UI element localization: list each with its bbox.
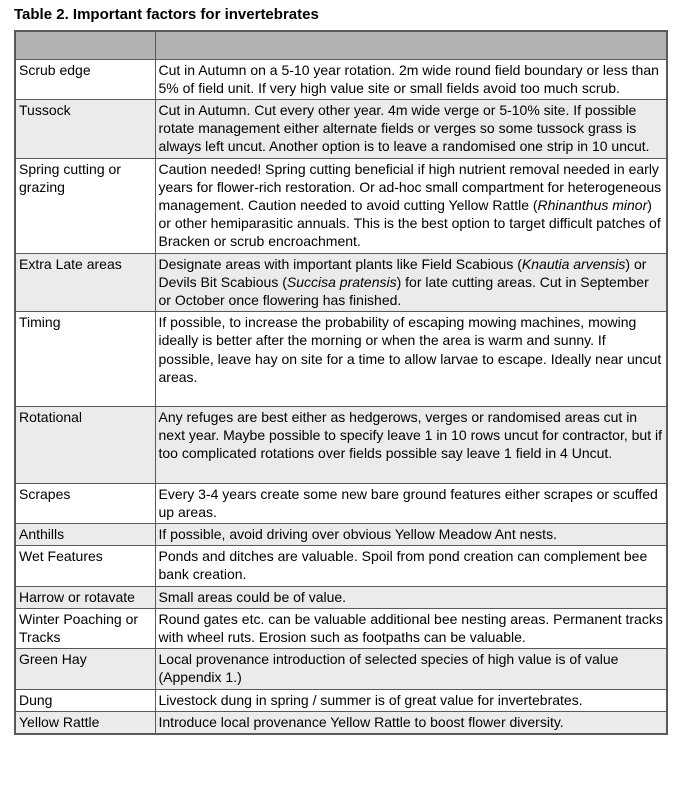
table-row	[15, 586, 667, 608]
table-row	[15, 59, 667, 99]
description-text: Ponds and ditches are valuable. Spoil from pond creation can complement bee bank creation.	[158, 548, 648, 583]
table-row	[15, 253, 667, 312]
table-row	[15, 158, 667, 253]
description-text: Caution needed! Spring cutting beneficial if high nutrient removal needed in early years for flower-rich restoration. Or ad-hoc small compartment for heterogeneous management. Caution needed to avoid cutting Yellow Rattle (	[158, 160, 662, 213]
description-cell	[155, 99, 667, 158]
factor-cell: Anthills	[15, 523, 155, 545]
factor-cell: Green Hay	[15, 649, 155, 689]
description-text: ) or Devils Bit Scabious (	[158, 255, 647, 290]
factor-cell: Scrapes	[15, 483, 155, 523]
description-cell	[155, 711, 667, 734]
table-row	[15, 546, 667, 586]
factor-cell: Harrow or rotavate	[15, 586, 155, 608]
header-cell-description	[155, 31, 667, 59]
description-cell	[155, 608, 667, 648]
description-cell	[155, 483, 667, 523]
table-row	[15, 689, 667, 711]
description-cell	[155, 586, 667, 608]
table-row	[15, 99, 667, 158]
description-text: Any refuges are best either as hedgerows, verges or randomised areas cut in next year. Maybe possible to specify leave 1 in 10 rows uncut for contractor, but if too complicated rotations over fields possible say leave 1 field in 4 Uncut.	[158, 408, 662, 462]
description-text: ) or other hemiparasitic annuals. This is the best option to target difficult patches of Bracken or scrub encroachment.	[158, 196, 661, 250]
description-text: ) for late cutting areas. Cut in September or October once flowering has finished.	[158, 273, 649, 308]
factor-cell: Yellow Rattle	[15, 711, 155, 734]
description-text: Cut in Autumn. Cut every other year. 4m wide verge or 5-10% site. If possible rotate management either alternate fields or verges so some tussock grass is always left uncut. Another option is to leave a randomised one strip in 10 uncut.	[158, 101, 650, 155]
description-text: If possible, to increase the probability of escaping mowing machines, mowing ideally is better after the morning or when the area is warm and sunny. If possible, leave hay on site for a time to allow larvae to escape. Ideally near uncut areas.	[158, 314, 662, 385]
description-cell	[155, 158, 667, 253]
factor-cell: Tussock	[15, 99, 155, 158]
factor-cell: Timing	[15, 312, 155, 407]
table-title: Table 2. Important factors for invertebrates	[14, 6, 319, 23]
factor-cell: Extra Late areas	[15, 253, 155, 312]
description-cell	[155, 689, 667, 711]
factor-cell: Wet Features	[15, 546, 155, 586]
factor-cell: Winter Poaching or Tracks	[15, 608, 155, 648]
species-name: Rhinanthus minor	[537, 196, 648, 213]
description-text: Livestock dung in spring / summer is of great value for invertebrates.	[158, 691, 583, 708]
table-row	[15, 523, 667, 545]
table-body	[15, 59, 667, 734]
description-text: Introduce local provenance Yellow Rattle to boost flower diversity.	[158, 713, 564, 730]
description-cell	[155, 253, 667, 312]
description-cell	[155, 523, 667, 545]
table-row	[15, 649, 667, 689]
table-row	[15, 608, 667, 648]
description-cell	[155, 546, 667, 586]
description-text: Cut in Autumn on a 5-10 year rotation. 2m wide round field boundary or less than 5% of field unit. If very high value site or small fields avoid too much scrub.	[158, 61, 659, 96]
description-text: Round gates etc. can be valuable additional bee nesting areas. Permanent tracks with wheel ruts. Erosion such as footpaths can be valuable.	[158, 610, 663, 645]
description-text: Designate areas with important plants like Field Scabious (	[158, 255, 522, 272]
factors-table	[14, 30, 668, 735]
table-row	[15, 406, 667, 483]
description-text: If possible, avoid driving over obvious Yellow Meadow Ant nests.	[158, 525, 557, 542]
description-text: Small areas could be of value.	[158, 588, 347, 605]
description-cell	[155, 59, 667, 99]
species-name: Succisa pratensis	[286, 273, 397, 290]
description-cell	[155, 312, 667, 407]
header-cell-factor	[15, 31, 155, 59]
table-row	[15, 312, 667, 407]
factor-cell: Spring cutting or grazing	[15, 158, 155, 253]
factor-cell: Rotational	[15, 406, 155, 483]
factor-cell: Scrub edge	[15, 59, 155, 99]
description-cell	[155, 406, 667, 483]
description-cell	[155, 649, 667, 689]
table-row	[15, 483, 667, 523]
factor-cell: Dung	[15, 689, 155, 711]
description-text: Every 3-4 years create some new bare ground features either scrapes or scuffed up areas.	[158, 485, 658, 520]
header-row	[15, 31, 667, 59]
description-text: Local provenance introduction of selected species of high value is of value (Appendix 1.)	[158, 651, 619, 686]
species-name: Knautia arvensis	[521, 255, 626, 272]
table-row	[15, 711, 667, 734]
